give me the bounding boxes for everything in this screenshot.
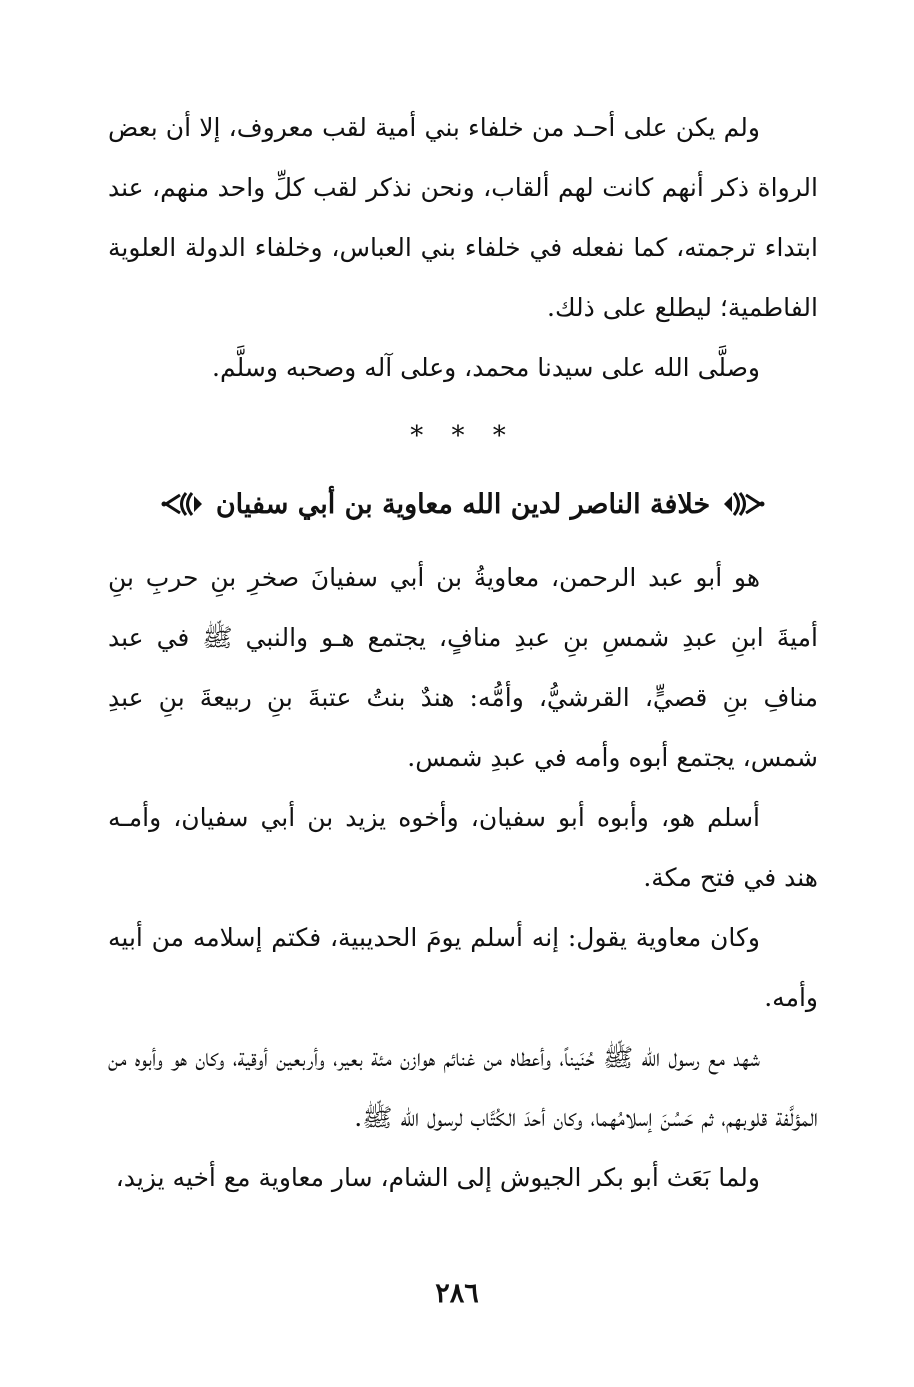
body-paragraph-5: ولما بَعَث أبو بكر الجيوش إلى الشام، سار معاوية مع أخيه يزيد، <box>115 1163 760 1192</box>
heading-ornament-left-icon <box>160 489 206 519</box>
body-paragraph-4: شهد مع رسول الله ﷺ حُنَيناً، وأعطاه من غنائم هوازن مئة بعير، وأربعين أوقية، وكان هو وأبوه من المؤلَّفة قلوبهم، ثم حَسُنَ إسلامُهما، وكان أحدَ الكُتَّاب لرسول الله ﷺ. <box>108 1043 818 1132</box>
intro-paragraph-1: ولم يكن على أحـد من خلفاء بني أمية لقب معروف، إلا أن بعض الرواة ذكر أنهم كانت لهم ألقاب، ونحن نذكر لقب كلِّ واحد منهم، عند ابتداء ترجمته، كما نفعله في خلفاء بني العباس، وخلفاء الدولة العلوية الفاطمية؛ ليطلع على ذلك. <box>108 113 818 322</box>
section-separator: * * * <box>410 421 516 451</box>
body-paragraph-3: وكان معاوية يقول: إنه أسلم يومَ الحديبية، فكتم إسلامه من أبيه وأمه. <box>108 923 818 1012</box>
section-heading <box>108 468 818 540</box>
body-paragraph-2: أسلم هو، وأبوه أبو سفيان، وأخوه يزيد بن أبي سفيان، وأمـه هند في فتح مكة. <box>108 803 818 892</box>
body-paragraph-1: هو أبو عبد الرحمن، معاويةُ بن أبي سفيانَ صخرِ بنِ حربِ بنِ أميةَ ابنِ عبدِ شمسِ بنِ عبدِ منافٍ، يجتمع هـو والنبي ﷺ في عبد منافِ بنِ قصيٍّ، القرشيُّ، وأمُّه: هندٌ بنتُ عتبةَ بنِ ربيعةَ بنِ عبدِ شمس، يجتمع أبوه وأمه في عبدِ شمس. <box>108 563 818 772</box>
heading-title: خلافة الناصر لدين الله معاوية بن أبي سفيان <box>215 488 711 520</box>
intro-paragraph-2: وصلَّى الله على سيدنا محمد، وعلى آله وصحبه وسلَّم. <box>212 353 760 382</box>
page-body <box>108 98 818 1208</box>
heading-ornament-right-icon <box>720 489 766 519</box>
page-number: ٢٨٦ <box>435 1278 479 1309</box>
